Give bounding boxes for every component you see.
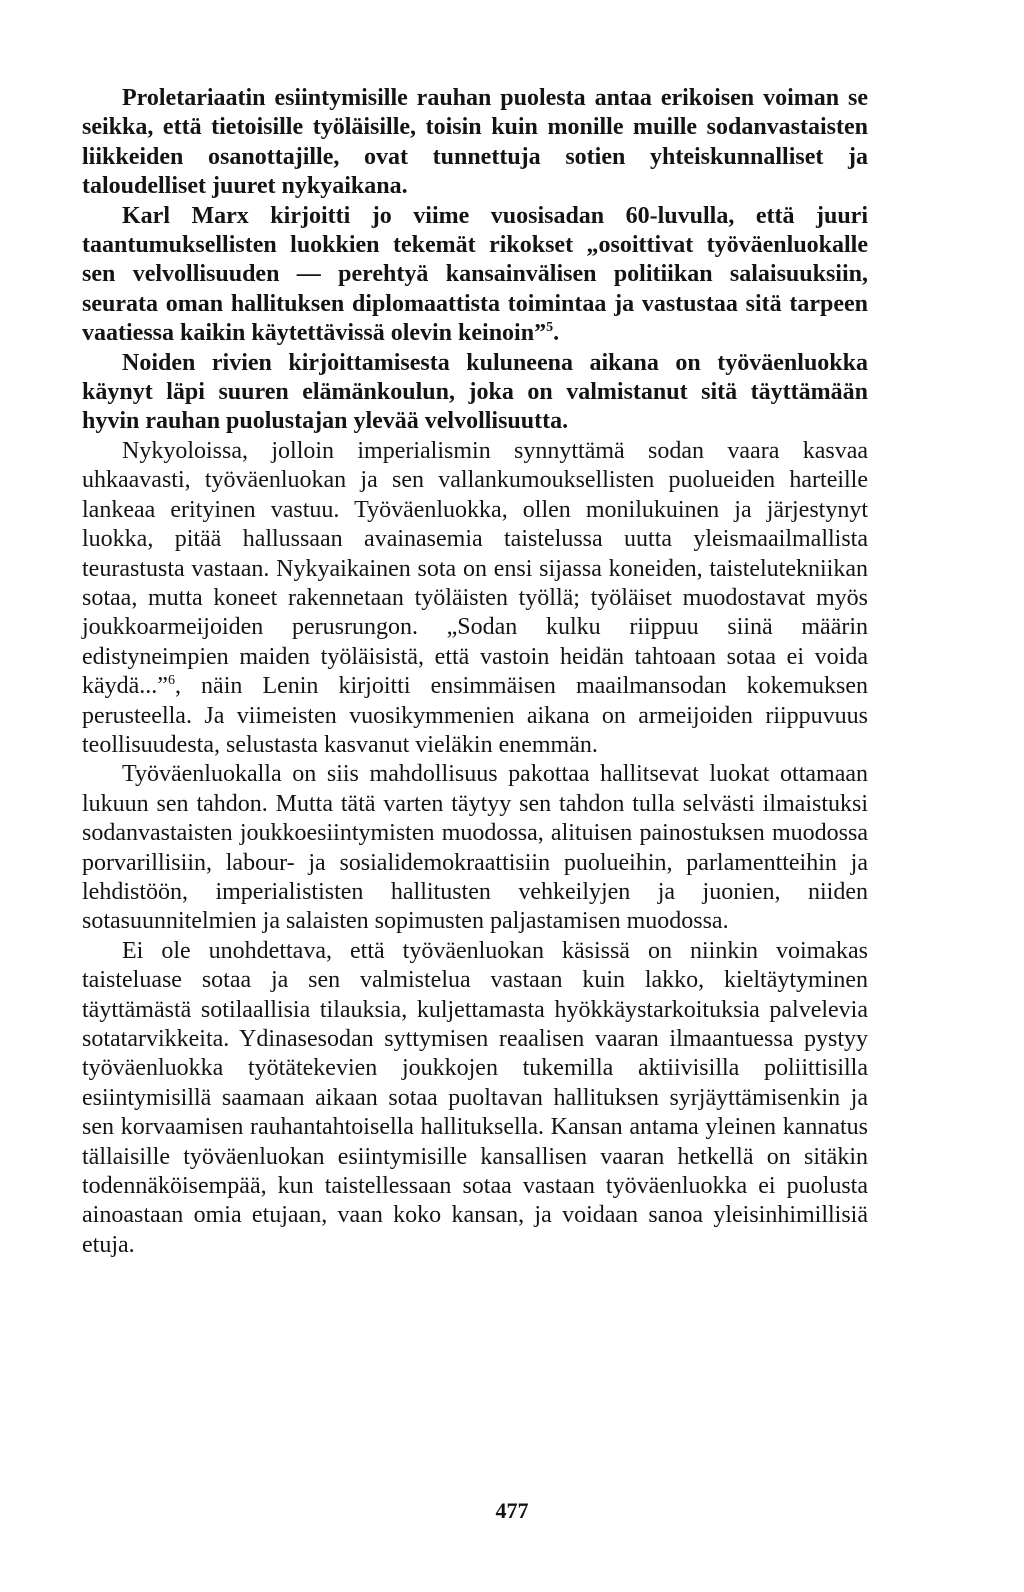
paragraph-6 xyxy=(82,937,868,1260)
paragraph-2-tail: . xyxy=(553,320,560,347)
page-body xyxy=(82,84,868,1260)
paragraph-4-tail: , näin Lenin kirjoitti ensimmäisen maailmansodan kokemuksen perusteella. Ja viimeisten vuosikymmenien aikana on armeijoiden riippuvuus teollisuudesta, selustasta kasvanut vieläkin enemmän. xyxy=(82,673,868,758)
paragraph-3-text: Noiden rivien kirjoittamisesta kuluneena aikana on työväenluokka käynyt läpi suuren elämänkoulun, joka on valmistanut sitä täyttämään hyvin rauhan puolustajan ylevää velvollisuutta. xyxy=(82,349,868,435)
paragraph-5 xyxy=(82,760,868,936)
page-number: 477 xyxy=(495,1498,529,1523)
footnote-marker-5: 5 xyxy=(546,320,554,336)
paragraph-4-text: Nykyoloissa, jolloin imperialismin synnyttämä sodan vaara kasvaa uhkaavasti, työväenluokan ja sen vallankumouksellisten puolueiden harteille lankeaa erityinen vastuu. Työväenluokka, ollen monilukuinen ja järjestynyt luokka, pitää hallussaan avainasemia taistelussa uutta yleismaailmallista teurastusta vastaan. Nykyaikainen sota on ensi sijassa koneiden, taistelutekniikan sotaa, mutta koneet rakennetaan työläisten työllä; työläiset muodostavat myös joukkoarmeijoiden perusrungon. „Sodan kulku riippuu siinä määrin edistyneimpien maiden työläisistä, että vastoin heidän tahtoaan sotaa ei voida käydä...” xyxy=(82,437,868,700)
footnote-marker-6: 6 xyxy=(167,673,175,689)
paragraph-2 xyxy=(82,202,868,349)
paragraph-5-text: Työväenluokalla on siis mahdollisuus pakottaa hallitsevat luokat ottamaan lukuun sen tahdon. Mutta tätä varten täytyy sen tahdon tulla selvästi ilmaistuksi sodanvastaisten joukkoesiintymisten muodossa, alituisen painostuksen muodossa porvarillisiin, labour- ja sosialidemokraattisiin puolueihin, parlamentteihin ja lehdistöön, imperialististen hallitusten vehkeilyjen ja juonien, niiden sotasuunnitelmien ja salaisten sopimusten paljastamisen muodossa. xyxy=(82,761,868,935)
paragraph-1 xyxy=(82,84,868,202)
paragraph-3 xyxy=(82,349,868,437)
paragraph-2-text: Karl Marx kirjoitti jo viime vuosisadan 60-luvulla, että juuri taantumuksellisten luokkien tekemät rikokset „osoittivat työväenluokalle sen velvollisuuden — perehtyä kansainvälisen politiikan salaisuuksiin, seurata oman hallituksen diplomaattista toimintaa ja vastustaa sitä tarpeen vaatiessa kaikin käytettävissä olevin keinoin” xyxy=(82,202,868,347)
paragraph-6-text: Ei ole unohdettava, että työväenluokan käsissä on niinkin voimakas taisteluase sotaa ja sen valmistelua vastaan kuin lakko, kieltäytyminen täyttämästä sotilaallisia tilauksia, kuljettamasta hyökkäystarkoituksia palvelevia sotatarvikkeita. Ydinasesodan syttymisen reaalisen vaaran ilmaantuessa pystyy työväenluokka työtätekevien joukkojen tukemilla aktiivisilla poliittisilla esiintymisillä saamaan aikaan sotaa puoltavan hallituksen syrjäyttämisenkin ja sen korvaamisen rauhantahtoisella hallituksella. Kansan antama yleinen kannatus tällaisille työväenluokan esiintymisille kansallisen vaaran hetkellä on sitäkin todennäköisempää, kun taistellessaan sotaa vastaan työväenluokka ei puolusta ainoastaan omia etujaan, vaan koko kansan, ja voidaan sanoa yleisinhimillisiä etuja. xyxy=(82,937,868,1258)
paragraph-1-text: Proletariaatin esiintymisille rauhan puolesta antaa erikoisen voiman se seikka, että tietoisille työläisille, toisin kuin monille muille sodanvastaisten liikkeiden osanottajille, ovat tunnettuja sotien yhteiskunnalliset ja taloudelliset juuret nykyaikana. xyxy=(82,85,868,200)
paragraph-4 xyxy=(82,437,868,760)
